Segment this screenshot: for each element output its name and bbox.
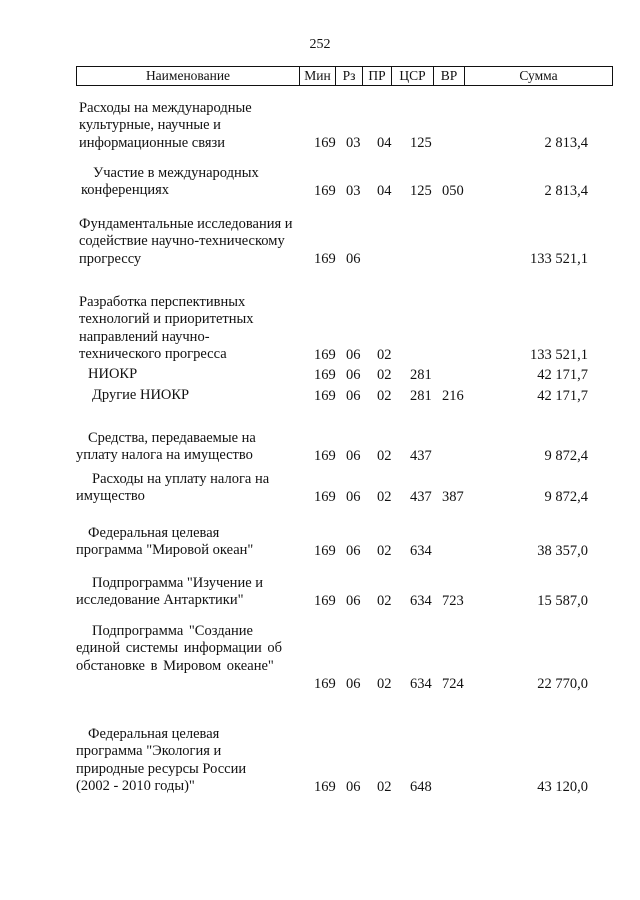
cell-pr: 04 [377, 182, 392, 199]
cell-rz: 06 [346, 542, 361, 559]
cell-sum: 42 171,7 [537, 387, 588, 404]
cell-min: 169 [314, 675, 336, 692]
row-label: Федеральная целевая программа "Мировой океан" [76, 525, 254, 559]
cell-csr: 125 [410, 182, 432, 199]
cell-min: 169 [314, 447, 336, 464]
cell-vr: 387 [442, 488, 464, 505]
cell-csr: 648 [410, 778, 432, 795]
cell-sum: 133 521,1 [530, 250, 588, 267]
cell-min: 169 [314, 778, 336, 795]
row-label: Федеральная целевая программа "Экология и природные ресурсы России (2002 - 2010 годы)" [76, 726, 247, 794]
row-label: Расходы на международные культурные, научные и информационные связи [79, 100, 252, 151]
cell-rz: 06 [346, 488, 361, 505]
cell-vr: 216 [442, 387, 464, 404]
cell-rz: 03 [346, 182, 361, 199]
cell-pr: 02 [377, 366, 392, 383]
row-label: НИОКР [88, 366, 138, 382]
cell-rz: 06 [346, 592, 361, 609]
row-label: Разработка перспективных технологий и приоритетных направлений научно-технического прогресса [79, 294, 254, 362]
cell-rz: 03 [346, 134, 361, 151]
table-row [0, 216, 640, 268]
table-row [0, 525, 640, 560]
cell-rz: 06 [346, 387, 361, 404]
cell-rz: 06 [346, 250, 361, 267]
row-label: Расходы на уплату налога на имущество [76, 471, 270, 505]
cell-rz: 06 [346, 346, 361, 363]
cell-csr: 281 [410, 387, 432, 404]
cell-pr: 02 [377, 488, 392, 505]
cell-sum: 42 171,7 [537, 366, 588, 383]
header-sum: Сумма [519, 68, 558, 83]
cell-vr: 050 [442, 182, 464, 199]
cell-pr: 02 [377, 346, 392, 363]
cell-csr: 281 [410, 366, 432, 383]
cell-sum: 43 120,0 [537, 778, 588, 795]
table-row [0, 471, 640, 506]
cell-pr: 02 [377, 542, 392, 559]
table-header [76, 66, 613, 86]
cell-sum: 9 872,4 [544, 447, 588, 464]
cell-rz: 06 [346, 447, 361, 464]
cell-min: 169 [314, 134, 336, 151]
cell-sum: 9 872,4 [544, 488, 588, 505]
header-rz: Рз [336, 67, 363, 85]
table-row [0, 623, 640, 693]
cell-min: 169 [314, 250, 336, 267]
cell-rz: 06 [346, 675, 361, 692]
header-vr: ВР [434, 67, 465, 85]
cell-pr: 02 [377, 447, 392, 464]
cell-csr: 437 [410, 488, 432, 505]
header-name: Наименование [77, 67, 300, 85]
cell-min: 169 [314, 488, 336, 505]
cell-min: 169 [314, 366, 336, 383]
table-row [0, 366, 640, 384]
cell-csr: 634 [410, 675, 432, 692]
row-label: Другие НИОКР [92, 387, 190, 403]
cell-pr: 02 [377, 675, 392, 692]
header-pr: ПР [363, 67, 392, 85]
table-row [0, 100, 640, 152]
header-csr: ЦСР [392, 67, 434, 85]
cell-pr: 04 [377, 134, 392, 151]
cell-vr: 723 [442, 592, 464, 609]
cell-csr: 634 [410, 542, 432, 559]
cell-csr: 437 [410, 447, 432, 464]
cell-sum: 38 357,0 [537, 542, 588, 559]
cell-csr: 125 [410, 134, 432, 151]
cell-sum: 22 770,0 [537, 675, 588, 692]
cell-sum: 2 813,4 [544, 182, 588, 199]
cell-min: 169 [314, 387, 336, 404]
cell-rz: 06 [346, 366, 361, 383]
cell-pr: 02 [377, 592, 392, 609]
table-row [0, 294, 640, 364]
cell-min: 169 [314, 592, 336, 609]
row-label: Средства, передаваемые на уплату налога на имущество [76, 430, 256, 464]
cell-sum: 133 521,1 [530, 346, 588, 363]
cell-min: 169 [314, 182, 336, 199]
page-number: 252 [309, 37, 331, 52]
row-label: Фундаментальные исследования и содействие научно-техническому прогрессу [79, 216, 293, 267]
cell-sum: 15 587,0 [537, 592, 588, 609]
header-min: Мин [300, 67, 336, 85]
table-row [0, 726, 640, 796]
cell-min: 169 [314, 346, 336, 363]
cell-vr: 724 [442, 675, 464, 692]
row-label: Подпрограмма "Создание единой системы информации об обстановке в Мировом океане" [76, 623, 282, 674]
row-label: Подпрограмма "Изучение и исследование Антарктики" [76, 575, 264, 609]
table-row [0, 165, 640, 200]
cell-sum: 2 813,4 [544, 134, 588, 151]
cell-csr: 634 [410, 592, 432, 609]
cell-rz: 06 [346, 778, 361, 795]
table-row [0, 387, 640, 405]
cell-min: 169 [314, 542, 336, 559]
cell-pr: 02 [377, 387, 392, 404]
cell-pr: 02 [377, 778, 392, 795]
table-row [0, 430, 640, 465]
row-label: Участие в международных конференциях [81, 165, 259, 199]
table-row [0, 575, 640, 610]
